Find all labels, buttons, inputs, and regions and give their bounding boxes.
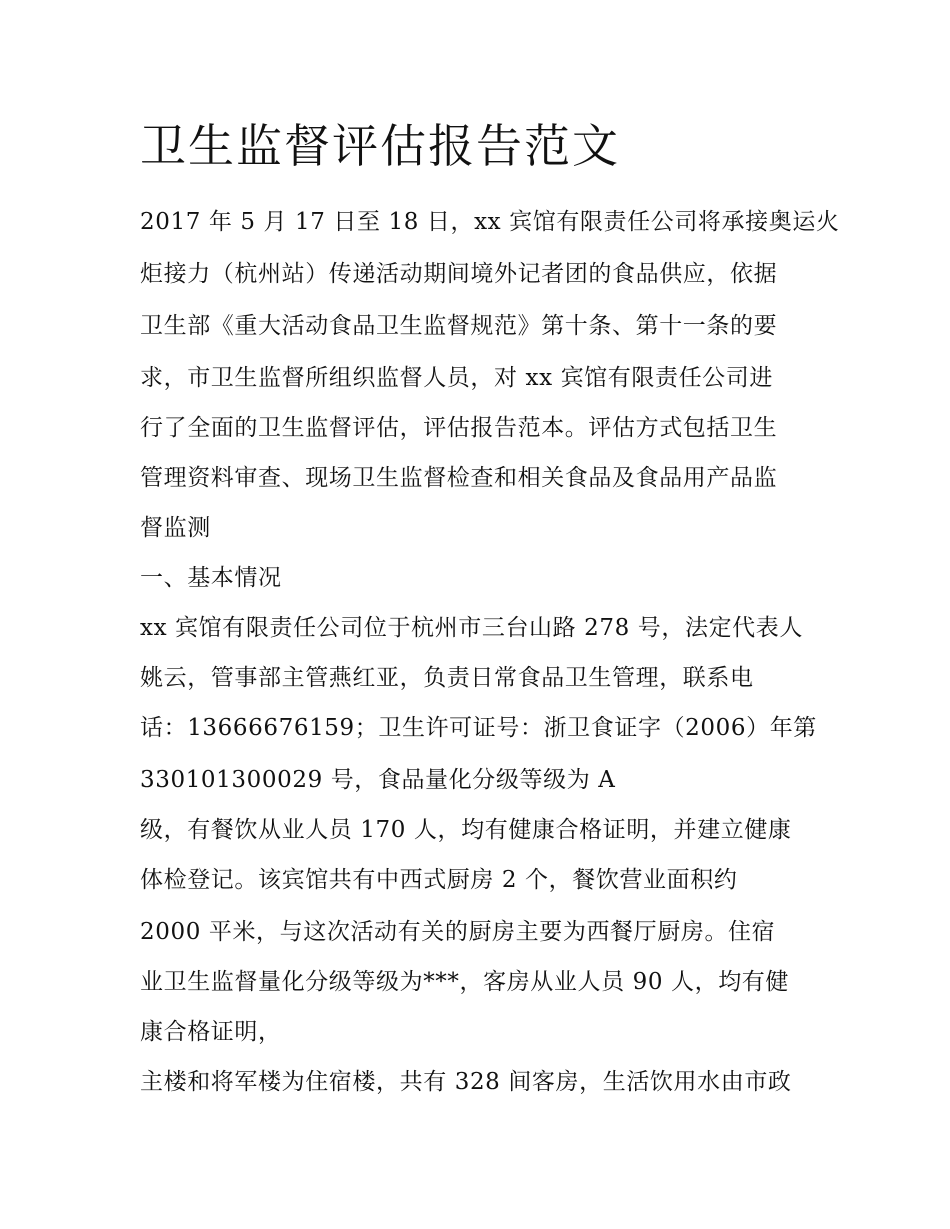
body-line-14: 体检登记。该宾馆共有中西式厨房 2 个，餐饮营业面积约 <box>140 867 738 893</box>
body-line-4: 求，市卫生监督所组织监督人员，对 xx 宾馆有限责任公司进 <box>140 365 773 391</box>
body-line-5: 行了全面的卫生监督评估，评估报告范本。评估方式包括卫生 <box>140 415 778 441</box>
body-line-13: 级，有餐饮从业人员 170 人，均有健康合格证明，并建立健康 <box>140 817 792 843</box>
body-line-6: 管理资料审查、现场卫生监督检查和相关食品及食品用产品监 <box>140 465 778 491</box>
body-line-3: 卫生部《重大活动食品卫生监督规范》第十条、第十一条的要 <box>140 313 778 339</box>
body-line-18: 主楼和将军楼为住宿楼，共有 328 间客房，生活饮用水由市政 <box>140 1069 792 1095</box>
body-line-10: 姚云，管事部主管燕红亚，负责日常食品卫生管理，联系电 <box>140 665 754 691</box>
document-title: 卫生监督评估报告范文 <box>140 119 620 173</box>
body-line-2: 炬接力（杭州站）传递活动期间境外记者团的食品供应，依据 <box>140 261 778 287</box>
section-heading-basic-info: 一、基本情况 <box>140 565 282 591</box>
body-line-16: 业卫生监督量化分级等级为***，客房从业人员 90 人，均有健 <box>140 969 789 995</box>
body-line-7: 督监测 <box>140 515 211 541</box>
body-line-12: 330101300029 号，食品量化分级等级为 A <box>140 767 616 793</box>
body-line-15: 2000 平米，与这次活动有关的厨房主要为西餐厅厨房。住宿 <box>140 919 776 945</box>
body-line-11: 话：13666676159；卫生许可证号：浙卫食证字（2006）年第 <box>140 715 817 741</box>
body-line-1: 2017 年 5 月 17 日至 18 日，xx 宾馆有限责任公司将承接奥运火 <box>140 209 840 235</box>
body-line-9: xx 宾馆有限责任公司位于杭州市三台山路 278 号，法定代表人 <box>140 615 803 641</box>
body-line-17: 康合格证明， <box>140 1019 282 1045</box>
